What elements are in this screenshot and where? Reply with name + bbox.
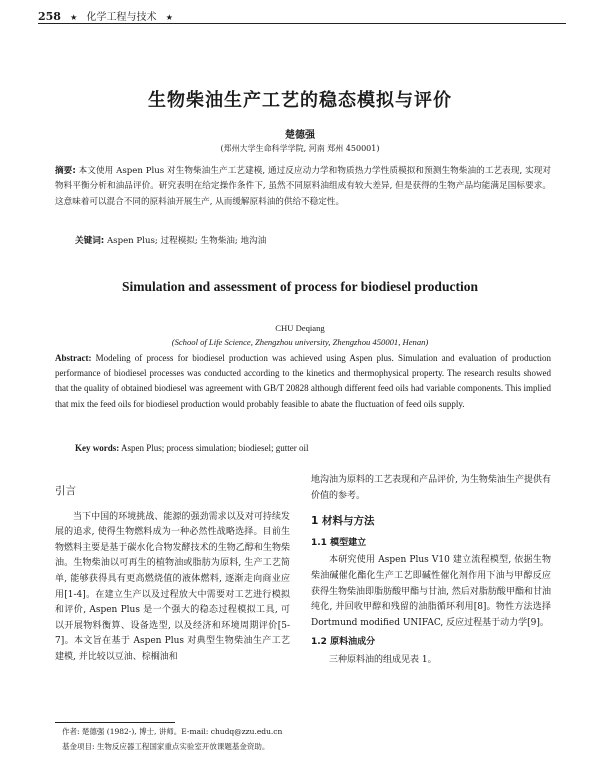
subsection-1-2-heading: 1.2 原料油成分 — [311, 637, 376, 648]
abstract-chinese — [55, 164, 551, 210]
left-column — [55, 484, 290, 666]
author-chinese: 楚德强 — [285, 130, 315, 141]
abstract-text-cn: 本文使用 Aspen Plus 对生物柴油生产工艺建模, 通过反应动力学和物质热力学性质模拟和预测生物柴油的工艺表现, 实现对物料平衡分析和油品评价。研究表明在给定操作条件下, 虽然不同原料油组成有较大差异, 但是获得的生物产品均能满足国标要求。这意味着可以混合不同的原料油开展生产, 从而缓解原料油的供给不稳定性。 — [55, 166, 552, 207]
footnote-funding: 基金项目: 生物反应器工程国家重点实验室开放课题基金资助。 — [62, 742, 270, 751]
header-rule — [38, 23, 566, 24]
abstract-label-cn: 摘要: — [55, 166, 76, 176]
intro-paragraph: 当下中国的环境挑战、能源的强劲需求以及对可持续发展的追求, 使得生物燃料成为一种必然性战略选择。目前生物燃料主要是基于碳水化合物发酵技术的生物乙醇和生物柴油。生物柴油以可再生的植物油或脂肪为原料, 生产工艺简单, 能够获得具有更高燃烧值的液体燃料, 逐渐走向商业应用[1-4]。在建立生产以及过程放大中需要对工艺进行模拟和评价, Aspen Plus 是一个强大的稳态过程模拟工具, 可以开展物料衡算、设备选型, 以及经济和环境周期评价[5-7]。本文旨在基于 Aspen Plus 对典型生物柴油生产工艺建模, 并比较以豆油、棕榈油和 — [55, 511, 290, 662]
page-number: 258 — [38, 10, 61, 23]
running-header — [38, 8, 566, 24]
affiliation-chinese: (郑州大学生命科学学院, 河南 郑州 450001) — [220, 144, 380, 153]
abstract-label-en: Abstract: — [55, 353, 92, 363]
subsection-1-1-heading: 1.1 模型建立 — [311, 537, 367, 548]
footnote-author: 作者: 楚德强 (1982-), 博士, 讲师。E-mail: chudq@zzu.edu.cn — [62, 727, 283, 736]
keywords-label-cn: 关键词: — [75, 236, 105, 246]
title-english: Simulation and assessment of process for biodiesel production — [122, 279, 478, 294]
subsection-1-1-text: 本研究使用 Aspen Plus V10 建立流程模型, 依据生物柴油碱催化酯化生产工艺即碱性催化剂作用下油与甲醇反应获得生物柴油即脂肪酸甲酯与甘油, 然后对脂肪酸甲酯和甘油纯化, 并回收甲醇和残留的油脂循环利用[8]。物性方法选择 Dortmund modified UNIFAC, 反应过程基于动力学[9]。 — [311, 555, 551, 628]
right-column — [311, 473, 551, 669]
subsection-1-2-text: 三种原料油的组成见表 1。 — [329, 654, 437, 665]
star-icon: ★ — [70, 13, 78, 22]
keywords-label-en: Key words: — [75, 443, 120, 453]
keywords-chinese — [75, 234, 551, 246]
section-1-heading: 1 材料与方法 — [311, 515, 375, 528]
title-chinese: 生物柴油生产工艺的稳态模拟与评价 — [148, 90, 452, 111]
affiliation-english: (School of Life Science, Zhengzhou university, Zhengzhou 450001, Henan) — [171, 337, 429, 347]
author-english: CHU Deqiang — [275, 323, 325, 333]
intro-continuation: 地沟油为原料的工艺表现和产品评价, 为生物柴油生产提供有价值的参考。 — [311, 475, 551, 501]
journal-name: 化学工程与技术 — [86, 12, 157, 23]
keywords-text-cn: Aspen Plus; 过程模拟; 生物柴油; 地沟油 — [106, 236, 267, 246]
keywords-text-en: Aspen Plus; process simulation; biodiesel; gutter oil — [121, 443, 309, 453]
footnote-rule — [55, 722, 175, 723]
star-icon: ★ — [165, 13, 173, 22]
abstract-text-en: Modeling of process for biodiesel production was achieved using Aspen plus. Simulation and evaluation of production performance of biodiesel processes was conducted according to the kinetics and thermophysical property. The research results showed that the quality of obtained biodiesel was agreement with GB/T 20828 although different feed oils had variable components. This implied that mix the feed oils for biodiesel production would probably feasible to abate the fluctuation of feed oils supply. — [55, 353, 552, 409]
intro-heading: 引言 — [55, 485, 76, 497]
keywords-english — [75, 443, 551, 453]
abstract-english — [55, 351, 551, 412]
